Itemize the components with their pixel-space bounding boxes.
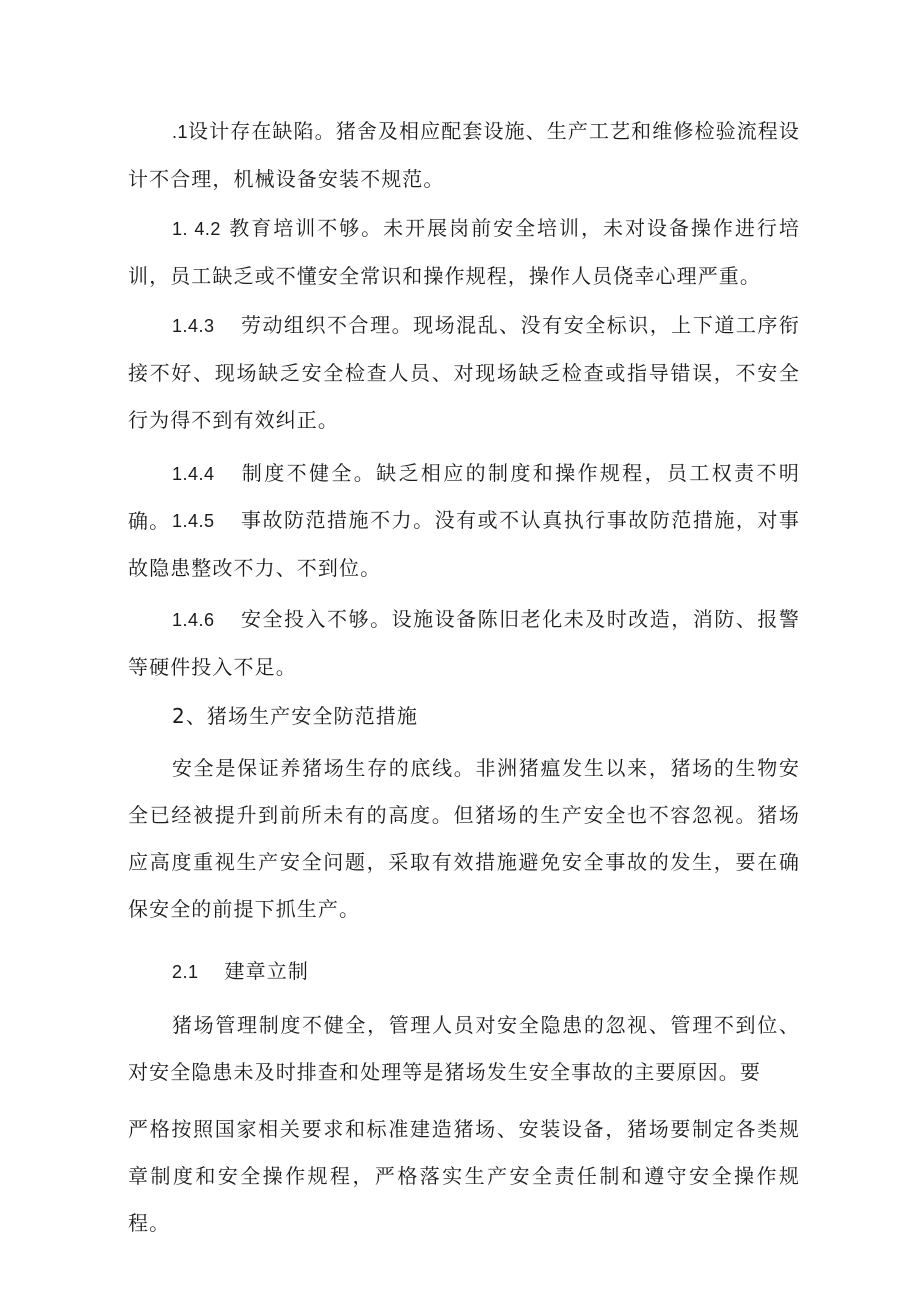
section-number: 1.4.5 — [172, 511, 215, 531]
paragraph-text: 设计存在缺陷。猪舍及相应配套设施、生产工艺和维修检验流程设计不合理，机械设备安装不规范。 — [128, 119, 800, 191]
paragraph-1-4-6 — [128, 596, 800, 691]
paragraph-2-1-a: 猪场管理制度不健全，管理人员对安全隐患的忽视、管理不到位、对安全隐患未及时排查和处理等是猪场发生安全事故的主要原因。要 — [128, 1013, 800, 1084]
section-heading-2: 2、猪场生产安全防范措施 — [172, 704, 418, 728]
paragraph-1-4-3 — [128, 302, 800, 444]
section-number: 1. 4.2 — [172, 219, 221, 239]
section-number: 1.4.3 — [172, 316, 215, 336]
heading-text: 建章立制 — [224, 959, 309, 983]
paragraph-text: 事故防范措施不力。没有或不认真执行事故防范措施，对事故隐患整改不力、不到位。 — [128, 508, 800, 580]
section-number: .1 — [172, 122, 189, 142]
paragraph-2-1-b: 严格按照国家相关要求和标准建造猪场、安装设备，猪场要制定各类规章制度和安全操作规程，严格落实生产安全责任制和遵守安全操作规程。 — [128, 1117, 800, 1235]
section-heading-2-1 — [172, 956, 309, 987]
section-number: 1.4.4 — [172, 464, 215, 484]
paragraph-1-4-5 — [128, 497, 800, 592]
section-number: 1.4.6 — [172, 610, 215, 630]
intro-paragraph: 安全是保证养猪场生存的底线。非洲猪瘟发生以来，猪场的生物安全已经被提升到前所未有的高度。但猪场的生产安全也不容忽视。猪场应高度重视生产安全问题，采取有效措施避免安全事故的发生，要在确保安全的前提下抓生产。 — [128, 756, 800, 921]
paragraph-text: 劳动组织不合理。现场混乱、没有安全标识，上下道工序衔接不好、现场缺乏安全检查人员、对现场缺乏检查或指导错误，不安全行为得不到有效纠正。 — [128, 313, 800, 432]
paragraph-text: 安全投入不够。设施设备陈旧老化未及时改造，消防、报警等硬件投入不足。 — [128, 607, 800, 679]
paragraph-1-4-1 — [128, 108, 800, 203]
paragraph-text: 制度不健全。缺乏相应的制度和操作规程，员工权责不明确。 — [128, 461, 800, 533]
section-number: 2.1 — [172, 962, 199, 982]
paragraph-1-4-2 — [128, 205, 800, 300]
paragraph-text: 教育培训不够。未开展岗前安全培训，未对设备操作进行培训，员工缺乏或不懂安全常识和操作规程，操作人员侥幸心理严重。 — [128, 216, 800, 288]
